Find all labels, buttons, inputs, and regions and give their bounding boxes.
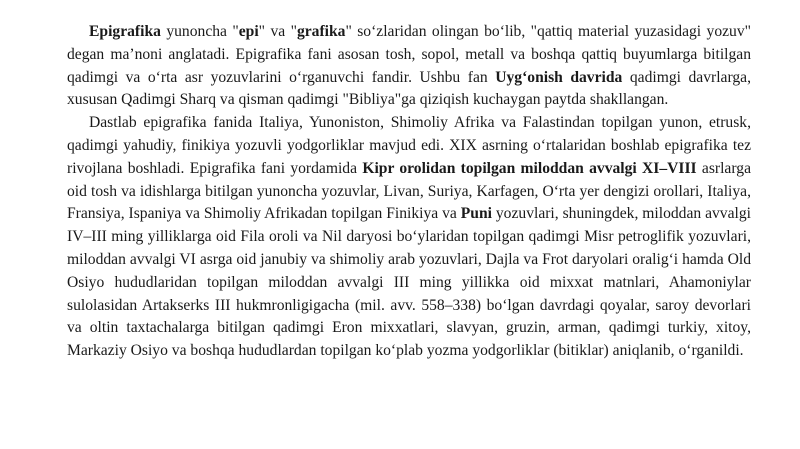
- term-kipr-orolidan: Kipr orolidan topilgan miloddan avvalgi XI–VIII: [362, 159, 697, 177]
- paragraph-epigrafika-history: [67, 112, 751, 363]
- paragraph-epigrafika-definition: [67, 21, 751, 112]
- text-run: yunoncha ": [160, 23, 239, 40]
- text-run: " so‘zlaridan olingan bo‘lib, "qattiq material yuzasidagi yozuv" degan ma’noni anglatadi. Epigrafika fani asosan tosh, sopol, metall va boshqa qattiq buyumlarga bitilgan qadimgi va o‘rta asr yozuvlarini o‘rganuvchi fandir. Ushbu fan: [67, 23, 752, 86]
- document-page: [67, 21, 751, 363]
- term-puni: Puni: [460, 205, 492, 223]
- text-run: yozuvlari, shuningdek, miloddan avvalgi IV–III ming yilliklarga oid Fila oroli va Nil daryosi bo‘ylaridan topilgan qadimgi Misr petroglifik yozuvlari, miloddan avvalgi VI asrga oid janubiy va shimoliy arab yozuvlari, Dajla va Frot daryolari oralig‘i hamda Old Osiyo hududlaridan topilgan miloddan avvalgi III ming yillikka oid mixxat matnlari, Ahamoniylar sulolasidan Artakserks III hukmronligigacha (mil. avv. 558–338) bo‘lgan davrdagi qoyalar, saroy devorlari va oltin taxtachalarga bitilgan qadimgi Eron mixxatlari, slavyan, gruzin, arman, qadimgi turkiy, xitoy, Markaziy Osiyo va boshqa hududlardan topilgan ko‘plab yozma yodgorliklar (bitiklar) aniqlanib, o‘rganildi.: [67, 205, 751, 360]
- term-uygonish-davrida: Uyg‘onish davrida: [495, 68, 623, 86]
- term-epi: epi: [238, 23, 259, 40]
- text-run: " va ": [258, 23, 297, 40]
- term-epigrafika: Epigrafika: [89, 23, 161, 40]
- text-run: Dastlab epigrafika fanida Italiya, Yunoniston, Shimoliy Afrika va Falastindan topilgan yunon, etrusk, qadimgi yahudiy, finikiya yozuvli yodgorliklar mavjud edi. XIX asrning o‘rtalaridan boshlab epigrafika tez rivojlana boshladi. Epigrafika fani yordamida: [67, 114, 751, 177]
- text-run: qadimgi davrlarga, xususan Qadimgi Sharq va qisman qadimgi "Bibliya"ga qiziqish kuchaygan paytda shakllangan.: [67, 68, 752, 109]
- term-grafika: grafika: [296, 23, 346, 40]
- text-run: asrlarga oid tosh va idishlarga bitilgan yunoncha yozuvlar, Livan, Suriya, Karfagen, O‘rta yer dengizi orollari, Italiya, Fransiya, Ispaniya va Shimoliy Afrikadan topilgan Finikiya va: [67, 159, 751, 223]
